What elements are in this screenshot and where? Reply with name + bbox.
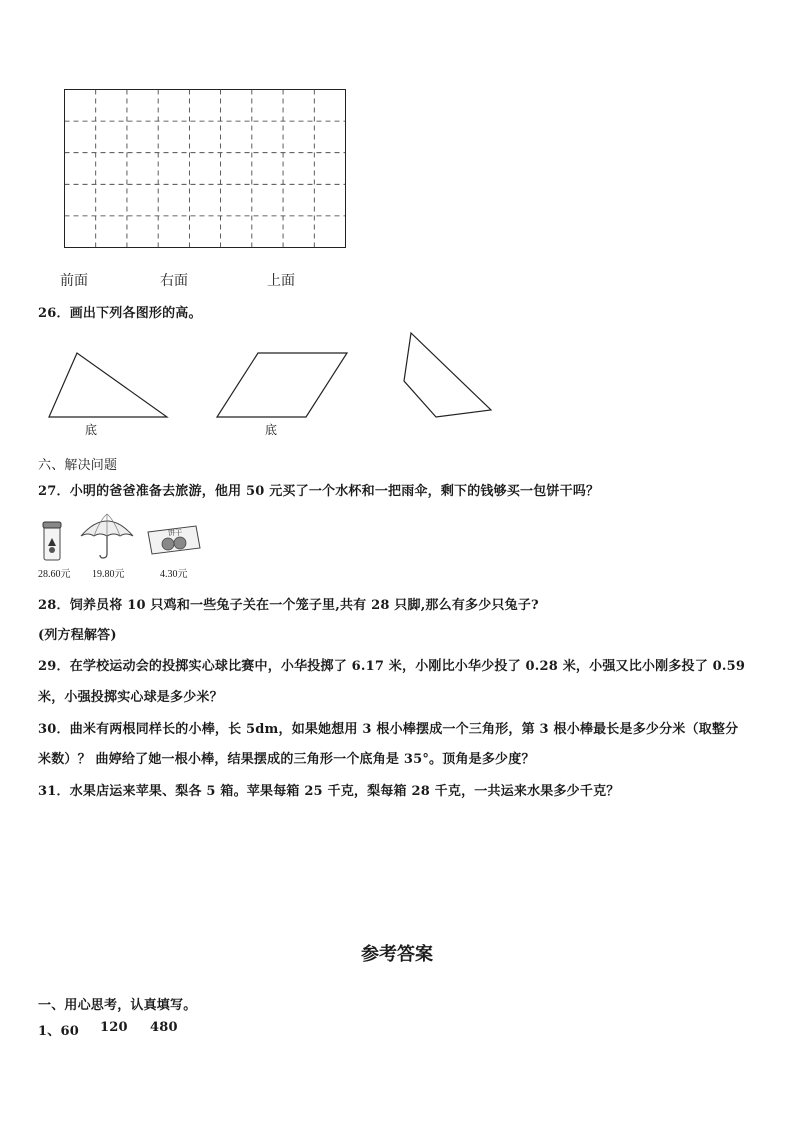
dashed-grid [0, 0, 794, 260]
question-28-line2: (列方程解答) [38, 628, 117, 643]
question-31: 31．水果店运来苹果、梨各 5 箱。苹果每箱 25 千克，梨每箱 28 千克，一共运来水果多少千克？ [38, 784, 620, 799]
biscuit-pack-text: 饼干 [168, 529, 182, 537]
umbrella-price: 19.80元 [92, 569, 125, 580]
question-27: 27．小明的爸爸准备去旅游，他用 50 元买了一个水杯和一把雨伞，剩下的钱够买一包饼干吗？ [38, 484, 600, 499]
triangle-base-label: 底 [85, 423, 98, 437]
cup-icon [40, 520, 66, 562]
answers-title: 参考答案 [361, 944, 433, 965]
answers-section-1: 一、用心思考，认真填写。 [38, 998, 197, 1013]
question-30-line2: 米数）？ 曲婷给了她一根小棒，结果摆成的三角形一个底角是 35°。顶角是多少度？ [38, 752, 535, 767]
answer-1-value-2: 120 [100, 1020, 128, 1035]
question-29-line1: 29．在学校运动会的投掷实心球比赛中，小华投掷了 6.17 米，小刚比小华少投了 0.28 米，小强又比小刚多投了 0.59 [38, 659, 746, 674]
answer-1-label: 1、60 [38, 1024, 79, 1039]
view-label-right: 右面 [160, 273, 188, 289]
question-28-line1: 28．饲养员将 10 只鸡和一些兔子关在一个笼子里,共有 28 只脚,那么有多少只兔子? [38, 598, 539, 613]
grid-dashed-lines [65, 90, 346, 248]
parallelogram-shape [217, 353, 347, 417]
grid-border [65, 90, 346, 248]
answer-1-value-3: 480 [150, 1020, 178, 1035]
section-6-title: 六、解决问题 [38, 458, 118, 473]
view-label-top: 上面 [267, 273, 295, 289]
q26-shapes [0, 325, 794, 425]
umbrella-icon [78, 512, 136, 562]
question-30-line1: 30．曲米有两根同样长的小棒，长 5dm，如果她想用 3 根小棒摆成一个三角形，第 3 根小棒最长是多少分米（取整分 [38, 722, 739, 737]
parallelogram-base-label: 底 [265, 423, 278, 437]
cup-price: 28.60元 [38, 569, 71, 580]
view-label-front: 前面 [60, 273, 88, 289]
question-26: 26．画出下列各图形的高。 [38, 306, 202, 321]
biscuit-icon [146, 524, 202, 556]
trapezoid-shape [404, 333, 491, 417]
biscuit-price: 4.30元 [160, 569, 188, 580]
triangle-shape [49, 353, 167, 417]
question-29-line2: 米，小强投掷实心球是多少米？ [38, 690, 223, 705]
